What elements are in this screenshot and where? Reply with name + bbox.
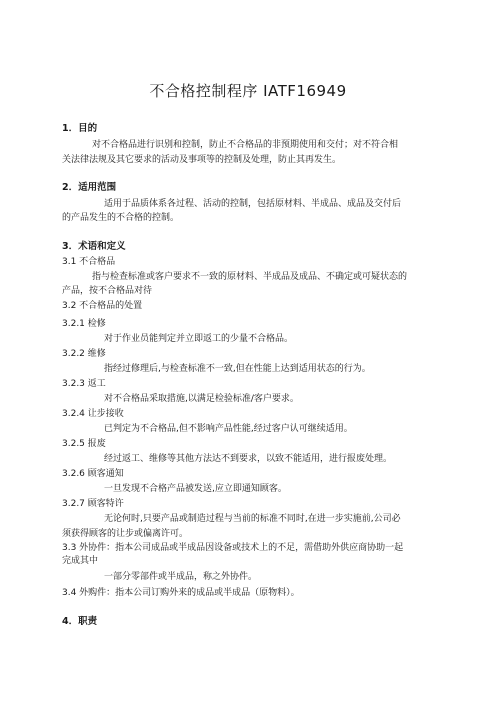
subsection-heading: 3.2.4 让步接收 — [62, 409, 124, 419]
paragraph-line: 经过返工、维修等其他方法达不到要求，以致不能适用，进行报废处理。 — [104, 454, 393, 464]
document-title: 不合格控制程序 IATF16949 — [149, 82, 347, 100]
subsection-heading: 3.4 外购件：指本公司订购外来的成品或半成品（原物料）。 — [62, 588, 300, 598]
paragraph-line: 指与检查标准或客户要求不一致的原材料、半成品及成品、不确定或可疑状态的 — [92, 272, 408, 282]
section-heading-responsibilities: 4．职责 — [62, 616, 98, 627]
subsection-heading: 3.2.5 报废 — [62, 439, 106, 449]
subsection-heading: 3.1 不合格品 — [62, 257, 116, 267]
subsection-heading: 3.2.2 维修 — [62, 349, 106, 359]
paragraph-line: 对不合格品进行识别和控制，防止不合格品的非预期使用和交付；对不符合相 — [92, 140, 399, 150]
subsection-heading: 3.2.7 顾客特许 — [62, 499, 124, 509]
subsection-heading: 3.3 外协件：指本公司成品或半成品因设备或技术上的不足，需借助外供应商协助一起 — [62, 543, 404, 553]
section-heading-terms: 3．术语和定义 — [62, 241, 126, 252]
paragraph-line: 指经过修理后,与检查标准不一致,但在性能上达到适用状态的行为。 — [104, 364, 371, 374]
paragraph-line: 的产品发生的不合格的控制。 — [62, 213, 180, 223]
paragraph-line: 已判定为不合格品,但不影响产品性能,经过客户认可继续适用。 — [104, 424, 353, 434]
subsection-heading: 3.2.3 返工 — [62, 379, 106, 389]
paragraph-line: 完成其中 — [62, 556, 99, 566]
paragraph-line: 无论何时,只要产品或制造过程与当前的标准不同时,在进一步实施前,公司必 — [104, 514, 401, 524]
paragraph-line: 产品，按不合格品对待 — [62, 286, 153, 296]
section-heading-purpose: 1．目的 — [62, 123, 98, 134]
subsection-heading: 3.2.1 检修 — [62, 319, 106, 329]
paragraph-line: 对不合格品采取措施,以满足检验标准/客户要求。 — [104, 394, 299, 404]
subsection-heading: 3.2 不合格品的处置 — [62, 301, 143, 311]
paragraph-line: 一部分零部件或半成品，称之外协件。 — [104, 572, 258, 582]
paragraph-line: 关法律法规及其它要求的活动及事项等的控制及处理，防止其再发生。 — [62, 155, 342, 165]
subsection-heading: 3.2.6 顾客通知 — [62, 469, 124, 479]
paragraph-line: 对于作业员能判定并立即返工的少量不合格品。 — [104, 334, 294, 344]
paragraph-line: 一旦发现不合格产品被发送,应立即通知顾客。 — [104, 484, 287, 494]
section-heading-scope: 2．适用范围 — [62, 182, 117, 193]
paragraph-line: 须获得顾客的让步或偏离许可。 — [62, 529, 189, 539]
paragraph-line: 适用于品质体系各过程、活动的控制，包括原材料、半成品、成品及交付后 — [104, 199, 402, 209]
